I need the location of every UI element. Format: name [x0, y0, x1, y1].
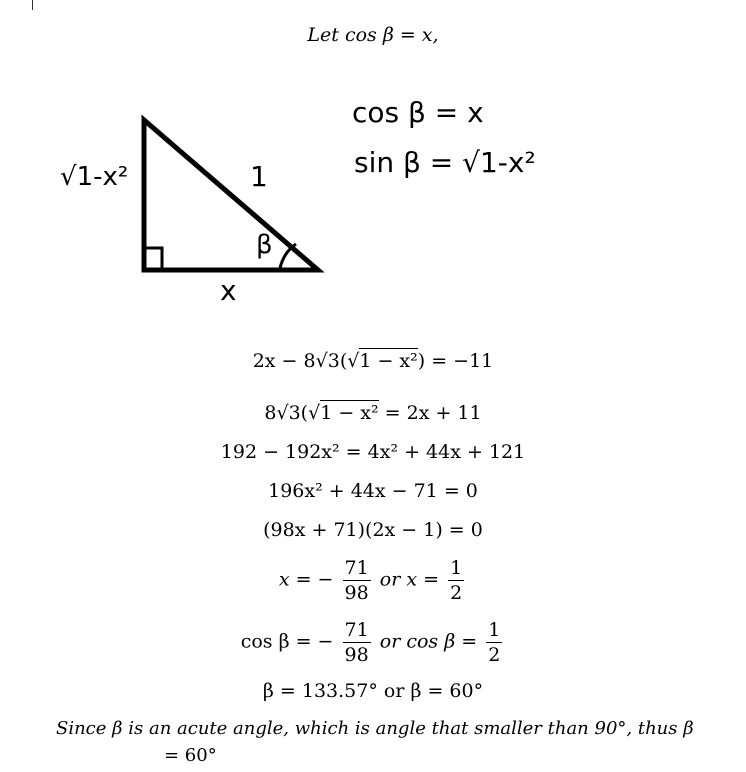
let-statement: Let cos β = x,	[307, 24, 439, 46]
equation-8: β = 133.57° or β = 60°	[262, 680, 484, 702]
conclusion-line-1: Since β is an acute angle, which is angle that smaller than 90°, thus β	[56, 718, 694, 739]
conclusion-line-2: = 60°	[164, 745, 217, 766]
sin-beta-note: sin β = √1-x²	[354, 146, 536, 179]
hypotenuse-label: 1	[250, 160, 268, 193]
cos-beta-note: cos β = x	[352, 96, 484, 129]
equation-5: (98x + 71)(2x − 1) = 0	[263, 519, 483, 541]
angle-arc	[280, 244, 296, 268]
equation-7: cos β = − $\frac{71}{98}$ or cos β = $\frac{1}{2}$	[240, 619, 501, 666]
fraction-1-2: $\frac{1}{2}$	[450, 557, 463, 604]
opposite-side-label: √1-x²	[60, 162, 129, 192]
fraction-71-98: $\frac{71}{98}$	[344, 557, 369, 604]
equation-2: 8√3(√1 − x² = 2x + 11	[264, 402, 482, 424]
equation-1: 2x − 8√3(√1 − x²) = −11	[252, 350, 494, 372]
equation-3: 192 − 192x² = 4x² + 44x + 121	[220, 441, 526, 463]
fraction-71-98: $\frac{71}{98}$	[344, 619, 369, 666]
equation-6: x = − $\frac{71}{98}$ or x = $\frac{1}{2}$	[278, 557, 463, 604]
right-angle-marker	[146, 248, 162, 268]
angle-beta-label: β	[256, 230, 273, 260]
equation-4: 196x² + 44x − 71 = 0	[268, 480, 478, 502]
adjacent-side-label: x	[220, 274, 237, 307]
fraction-1-2: $\frac{1}{2}$	[488, 619, 501, 666]
